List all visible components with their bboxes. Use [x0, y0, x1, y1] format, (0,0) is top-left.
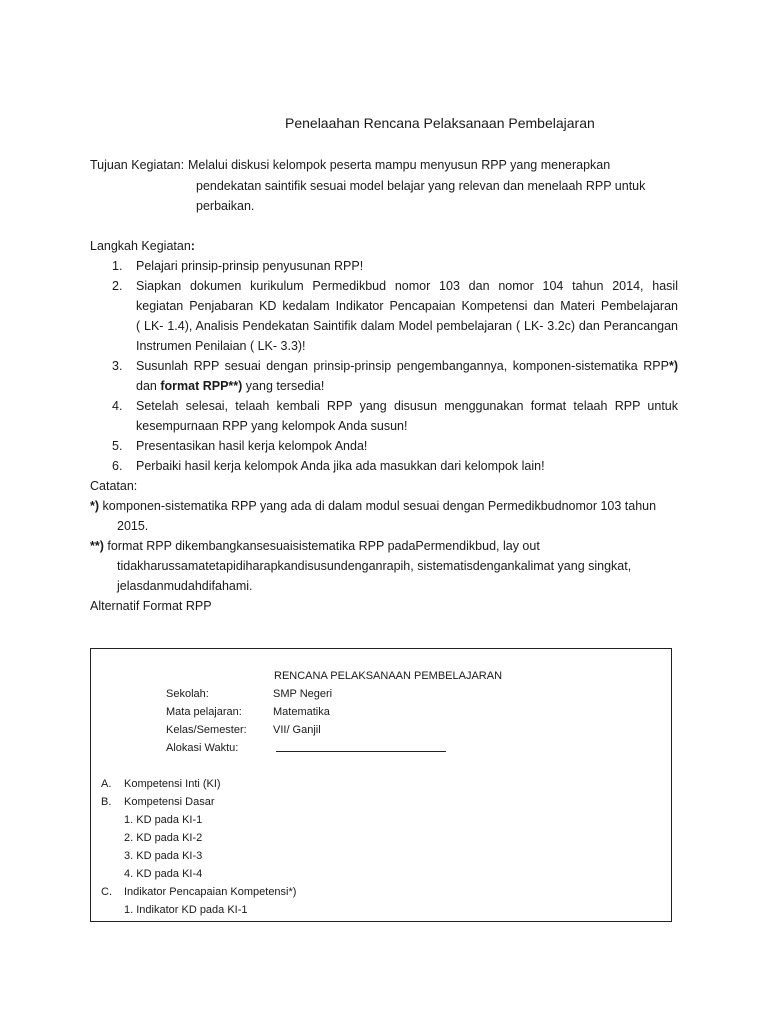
section-letter: C. [101, 886, 112, 898]
note-1-continuation: 2015. [117, 519, 149, 533]
item-number: 4. [112, 399, 123, 413]
field-label: Mata pelajaran: [166, 706, 242, 718]
note-2-continuation: jelasdanmudahdifahami. [117, 579, 253, 593]
item-number: 2. [112, 279, 123, 293]
item-number: 5. [112, 439, 123, 453]
item-number: 1. [112, 259, 123, 273]
list-item: Pelajari prinsip-prinsip penyusunan RPP! [136, 259, 364, 273]
note-1: *) komponen-sistematika RPP yang ada di dalam modul sesuai dengan Permedikbudnomor 103 tahun [90, 499, 657, 513]
alternatif-heading: Alternatif Format RPP [90, 599, 212, 613]
list-item-continuation: kegiatan Penjabaran KD kedalam Indikator Pencapaian Kompetensi dan Materi Pembelajaran [136, 299, 678, 313]
kd-item: 3. KD pada KI-3 [124, 850, 203, 862]
rpp-heading: RENCANA PELAKSANAAN PEMBELAJARAN [274, 670, 503, 682]
list-item: Presentasikan hasil kerja kelompok Anda! [136, 439, 368, 453]
field-value: Matematika [273, 706, 330, 718]
alokasi-waktu-blank-line [276, 751, 446, 752]
field-value: SMP Negeri [273, 688, 333, 700]
list-item: Setelah selesai, telaah kembali RPP yang disusun menggunakan format telaah RPP untuk [136, 399, 678, 413]
section-b-title: Kompetensi Dasar [124, 796, 215, 808]
field-label: Alokasi Waktu: [166, 742, 239, 754]
list-item: Siapkan dokumen kurikulum Permedikbud nomor 103 dan nomor 104 tahun 2014, hasil [136, 279, 678, 293]
indikator-item: 1. Indikator KD pada KI-1 [124, 904, 248, 916]
kd-item: 1. KD pada KI-1 [124, 814, 203, 826]
item-number: 3. [112, 359, 123, 373]
field-label: Kelas/Semester: [166, 724, 247, 736]
list-item: Perbaiki hasil kerja kelompok Anda jika ada masukkan dari kelompok lain! [136, 459, 545, 473]
field-label: Sekolah: [166, 688, 209, 700]
kd-item: 4. KD pada KI-4 [124, 868, 203, 880]
list-item-continuation: dan format RPP**) yang tersedia! [136, 379, 325, 393]
section-a-title: Kompetensi Inti (KI) [124, 778, 221, 790]
list-item-continuation: ( LK- 1.4), Analisis Pendekatan Saintifik dalam Model pembelajaran ( LK- 3.2c) dan Perancangan [136, 319, 678, 333]
list-item-continuation: Instrumen Penilaian ( LK- 3.3)! [136, 339, 306, 353]
tujuan-line-2: pendekatan saintifik sesuai model belajar yang relevan dan menelaah RPP untuk [196, 179, 646, 193]
tujuan-line-3: perbaikan. [196, 199, 255, 213]
item-number: 6. [112, 459, 123, 473]
list-item: Susunlah RPP sesuai dengan prinsip-prinsip pengembangannya, komponen-sistematika RPP*) [136, 359, 678, 373]
rpp-format-box [90, 648, 672, 922]
section-letter: A. [101, 778, 112, 790]
page-title: Penelaahan Rencana Pelaksanaan Pembelajaran [285, 115, 595, 131]
tujuan-label: Tujuan Kegiatan: [90, 158, 185, 172]
note-2: **) format RPP dikembangkansesuaisistematika RPP padaPermendikbud, lay out [90, 539, 540, 553]
tujuan-line-1: Melalui diskusi kelompok peserta mampu menyusun RPP yang menerapkan [188, 158, 611, 172]
langkah-heading: Langkah Kegiatan: [90, 239, 195, 253]
note-2-continuation: tidakharussamatetapidiharapkandisusundenganrapih, sistematisdengankalimat yang singkat, [117, 559, 632, 573]
list-item-continuation: kesempurnaan RPP yang kelompok Anda susun! [136, 419, 408, 433]
kd-item: 2. KD pada KI-2 [124, 832, 203, 844]
catatan-label: Catatan: [90, 479, 138, 493]
section-c-title: Indikator Pencapaian Kompetensi*) [124, 886, 297, 898]
field-value: VII/ Ganjil [273, 724, 321, 736]
section-letter: B. [101, 796, 112, 808]
